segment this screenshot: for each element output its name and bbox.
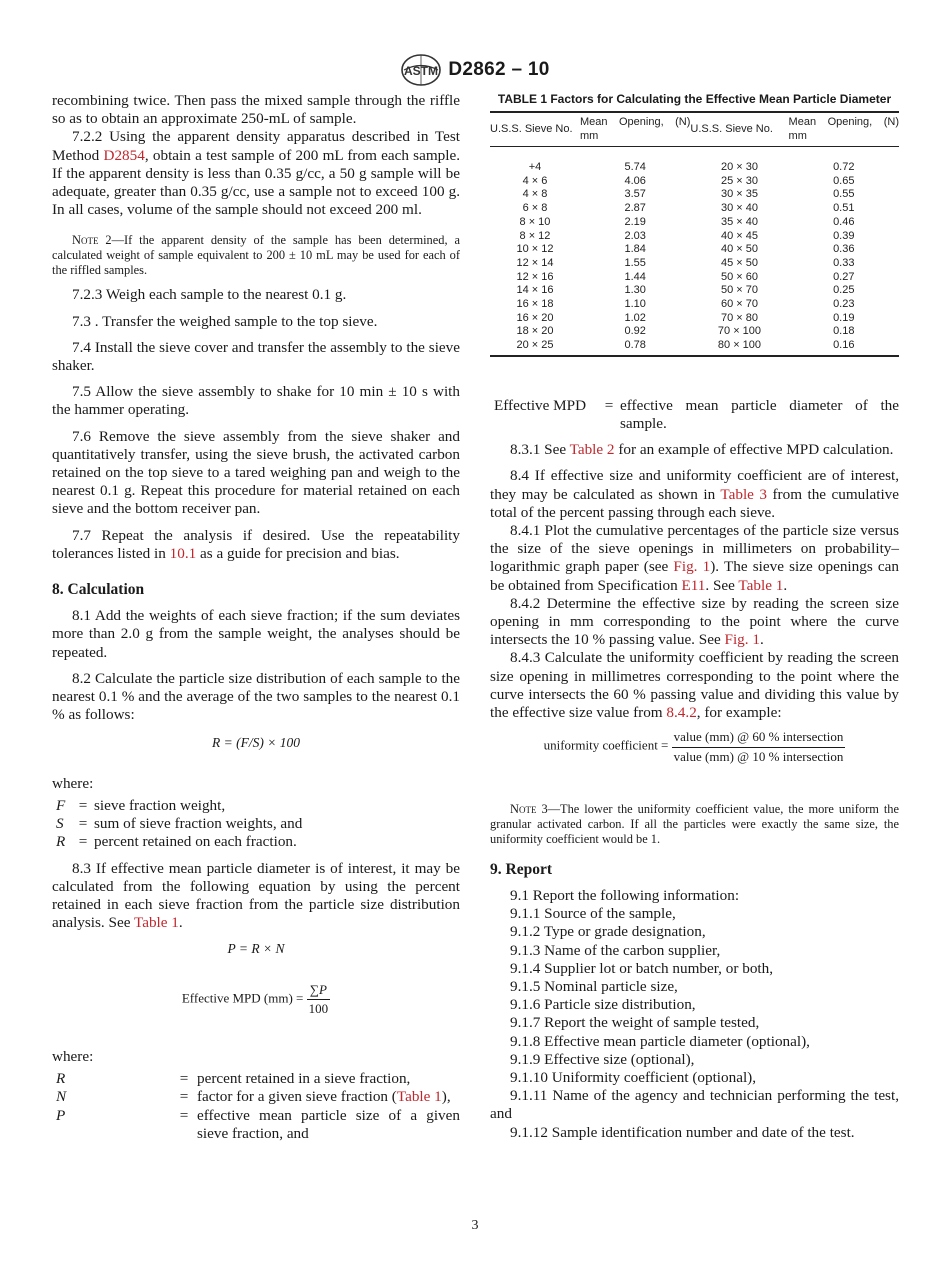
equals: = xyxy=(179,1106,189,1124)
column-header: Mean Opening, (N) mm xyxy=(789,112,899,147)
report-item: 9.1.1 Source of the sample, xyxy=(510,905,676,923)
table-cell: 0.16 xyxy=(789,339,899,356)
text: factor for a given sieve fraction ( xyxy=(197,1088,397,1106)
link-10-1[interactable]: 10.1 xyxy=(169,544,197,562)
table-cell: +4 xyxy=(528,161,542,173)
equation-uniformity xyxy=(490,728,899,765)
link-table-1[interactable]: Table 1 xyxy=(738,576,784,594)
table-spacer xyxy=(490,147,899,162)
symbol: R xyxy=(56,833,66,851)
text: ), xyxy=(441,1088,451,1106)
table-cell: 0.92 xyxy=(624,325,646,338)
link-fig-1[interactable]: Fig. 1 xyxy=(673,558,711,576)
column-header: Mean Opening, (N) mm xyxy=(580,112,690,147)
equals: = xyxy=(179,1070,189,1088)
table-cell: 10 × 12 xyxy=(516,243,554,256)
table-cell: 1.02 xyxy=(624,311,646,324)
fraction xyxy=(672,728,846,765)
table-row xyxy=(490,284,899,298)
note-label: Note 2 xyxy=(72,233,112,248)
report-item: 9.1.8 Effective mean particle diameter (optional), xyxy=(510,1032,810,1050)
document-designation: D2862 – 10 xyxy=(448,59,550,80)
table-cell: 1.84 xyxy=(624,243,646,256)
table-cell: 0.18 xyxy=(833,325,855,338)
table-row xyxy=(490,216,899,230)
text: 8.4.3 Calculate the uniformity coefficient by reading the screen size opening in millimetres corresponding to the point where the curve intersects the 60 % passing value and dividing this value by the effective size value from xyxy=(490,649,899,722)
page-number: 3 xyxy=(471,1218,479,1233)
table-row xyxy=(490,175,899,189)
table-cell: 0.78 xyxy=(580,339,690,356)
paragraph-7-3: 7.3 . Transfer the weighed sample to the top sieve. xyxy=(72,312,378,330)
report-item: 9.1.6 Particle size distribution, xyxy=(510,996,696,1014)
table-cell: 0.72 xyxy=(833,161,855,173)
symbol: S xyxy=(56,815,64,833)
equation-text: P = R × N xyxy=(227,941,285,957)
link-fig-1[interactable]: Fig. 1 xyxy=(724,631,760,649)
definition: sieve fraction weight, xyxy=(94,796,226,814)
definition: sum of sieve fraction weights, and xyxy=(94,815,303,833)
note-2 xyxy=(52,233,460,278)
report-item: 9.1.4 Supplier lot or batch number, or both, xyxy=(510,959,774,977)
definition xyxy=(197,1088,460,1106)
text: 8.4 If effective size and uniformity coefficient are of interest, they may be calculated as shown in xyxy=(490,467,899,503)
paragraph-7-7 xyxy=(52,527,460,563)
paragraph-8-4-3 xyxy=(490,649,899,722)
table-cell: 0.36 xyxy=(833,243,855,256)
text: 7.2.2 Using the apparent density apparatus described in Test Method xyxy=(52,128,460,164)
table-cell: 16 × 20 xyxy=(516,311,554,324)
text: 8.4.2 Determine the effective size by reading the screen size opening in mm corresponding to the point where the curve intersects the 10 % passing value. See xyxy=(490,594,899,649)
table-cell: 70 × 100 xyxy=(717,325,762,338)
table-cell: 8 × 10 xyxy=(519,215,551,228)
table-cell: 40 × 45 xyxy=(720,229,758,242)
text: for an example of effective MPD calculation. xyxy=(614,441,894,459)
paragraph-7-2-3: 7.2.3 Weigh each sample to the nearest 0.1 g. xyxy=(72,286,347,304)
table-cell: 4.06 xyxy=(624,174,646,187)
text: , obtain a test sample of 200 mL from each sample. If the apparent density is less than 0.35 g/cc, a 50 g sample will be adequate, greater than 0.35 g/cc, use a sample not to exceed 100 g. In all cases, volume of the sample should not exceed 200 ml. xyxy=(52,146,460,219)
link-d2854[interactable]: D2854 xyxy=(103,146,145,164)
table-cell: 0.46 xyxy=(833,215,855,228)
where-row xyxy=(52,1088,460,1106)
symbol: P xyxy=(56,1106,66,1124)
table-cell: 1.55 xyxy=(624,256,646,269)
paragraph-8-3-1 xyxy=(490,441,899,459)
link-e11[interactable]: E11 xyxy=(681,576,706,594)
table-cell: 35 × 40 xyxy=(720,215,758,228)
report-item: 9.1.7 Report the weight of sample tested, xyxy=(510,1014,760,1032)
table-cell: 8 × 12 xyxy=(519,229,551,242)
definition: effective mean particle size of a given sieve fraction, and xyxy=(197,1106,460,1142)
table-body xyxy=(490,147,899,356)
table-cell: 6 × 8 xyxy=(522,202,548,215)
table-cell: 0.55 xyxy=(833,188,855,201)
text: 7.7 Repeat the analysis if desired. Use the repeatability tolerances listed in xyxy=(52,526,460,562)
svg-text:ASTM: ASTM xyxy=(404,64,439,78)
note-text: —If the apparent density of the sample has been determined, a calculated weight of sample equivalent to 200 ± 10 mL may be used for each of the riffled samples. xyxy=(52,233,460,278)
table-cell: 1.44 xyxy=(624,270,646,283)
column-header: U.S.S. Sieve No. xyxy=(690,112,788,147)
report-item: 9.1.12 Sample identification number and date of the test. xyxy=(510,1123,855,1141)
table-cell: 40 × 50 xyxy=(720,243,758,256)
left-column xyxy=(52,92,460,1143)
table-cell: 4 × 8 xyxy=(522,188,548,201)
paragraph-8-4 xyxy=(490,467,899,522)
report-item: 9.1.5 Nominal particle size, xyxy=(510,977,678,995)
table-cell: 16 × 18 xyxy=(516,298,554,311)
text: . xyxy=(783,576,788,594)
equals: = xyxy=(78,833,88,851)
symbol: N xyxy=(56,1088,67,1106)
note-3 xyxy=(490,802,899,847)
table-row xyxy=(490,188,899,202)
report-item: 9.1.3 Name of the carbon supplier, xyxy=(510,941,721,959)
table-cell: 0.19 xyxy=(833,311,855,324)
table-cell: 5.74 xyxy=(624,161,646,173)
right-column xyxy=(490,92,899,1142)
table-cell: 2.03 xyxy=(624,229,646,242)
table-cell: 0.23 xyxy=(833,298,855,311)
table-row xyxy=(490,312,899,326)
where-list-2 xyxy=(52,1070,460,1143)
table-cell: 12 × 16 xyxy=(516,270,554,283)
report-list xyxy=(490,887,899,1142)
link-table-3[interactable]: Table 3 xyxy=(720,485,767,503)
table-row xyxy=(490,298,899,312)
report-item: 9.1.11 Name of the agency and technician performing the test, and xyxy=(490,1087,899,1123)
link-table-1[interactable]: Table 1 xyxy=(396,1088,442,1106)
table-row xyxy=(490,271,899,285)
table-cell: 50 × 70 xyxy=(720,284,758,297)
paragraph-7-2-2 xyxy=(52,128,460,219)
table-cell: 2.19 xyxy=(624,215,646,228)
text: , for example: xyxy=(696,704,782,722)
paragraph-7-4: 7.4 Install the sieve cover and transfer the assembly to the sieve shaker. xyxy=(52,338,460,375)
text: . xyxy=(178,914,183,932)
table-cell: 0.65 xyxy=(833,174,855,187)
paragraph-7-6: 7.6 Remove the sieve assembly from the sieve shaker and quantitatively transfer, using the sieve brush, the activated carbon retained on the top sieve to a tared weighing pan and weigh to the nearest 0.1 g. Repeat this procedure for material retained on each sieve and the bottom receiver pan. xyxy=(52,427,460,518)
table-cell: 0.39 xyxy=(833,229,855,242)
equals: = xyxy=(78,796,88,814)
equation-r xyxy=(52,734,460,752)
paragraph-8-2: 8.2 Calculate the particle size distribution of each sample to the nearest 0.1 % and the average of the two samples to the nearest 0.1 % as follows: xyxy=(52,669,460,724)
text: 8.4.1 Plot the cumulative percentages of the particle size versus the size of the sieve openings in millimeters on probability–logarithmic graph paper (see xyxy=(490,522,899,576)
note-text: —The lower the uniformity coefficient value, the more uniform the granular activated carbon. If all the particles were exactly the same size, the uniformity coefficient would be 1. xyxy=(490,801,899,846)
section-8-heading: 8. Calculation xyxy=(52,581,145,599)
table-row xyxy=(490,202,899,216)
equals: = xyxy=(179,1088,189,1106)
text: ). The sieve size openings can be obtained from Specification xyxy=(490,558,899,594)
table-title: TABLE 1 Factors for Calculating the Effective Mean Particle Diameter xyxy=(497,92,892,106)
paragraph-7-2-1-continued: recombining twice. Then pass the mixed sample through the riffle so as to obtain an approximate 250-mL of sample. xyxy=(52,92,460,128)
table-cell: 0.25 xyxy=(833,284,855,297)
definition: effective mean particle diameter of the sample. xyxy=(620,396,899,433)
table-cell: 0.33 xyxy=(833,256,855,269)
where-row xyxy=(52,797,460,815)
equals: = xyxy=(604,396,614,414)
table-1 xyxy=(490,92,899,357)
paragraph-7-5: 7.5 Allow the sieve assembly to shake for 10 min ± 10 s with the hammer operating. xyxy=(52,383,460,419)
table-row xyxy=(490,257,899,271)
where-label: where: xyxy=(52,774,94,792)
where-row xyxy=(52,815,460,833)
note-label: Note 3 xyxy=(510,801,548,816)
definition: percent retained in a sieve fraction, xyxy=(197,1070,411,1088)
table-cell: 14 × 16 xyxy=(516,284,554,297)
column-header: U.S.S. Sieve No. xyxy=(490,112,580,147)
table-cell: 2.87 xyxy=(624,202,646,215)
paragraph-8-4-2 xyxy=(490,595,899,650)
paragraph-8-1: 8.1 Add the weights of each sieve fraction; if the sum deviates more than 2.0 g from the sample weight, the analyses should be repeated. xyxy=(52,607,460,661)
factors-table xyxy=(490,111,899,357)
where-label: where: xyxy=(52,1047,94,1065)
where-row xyxy=(52,1070,460,1088)
table-row xyxy=(490,243,899,257)
text: 8.3.1 See xyxy=(510,441,570,459)
table-cell: 18 × 20 xyxy=(516,325,554,338)
symbol: F xyxy=(56,796,66,814)
equation-mpd xyxy=(52,981,460,1018)
link-8-4-2[interactable]: 8.4.2 xyxy=(666,704,697,722)
table-cell: 1.30 xyxy=(624,284,646,297)
table-cell: 45 × 50 xyxy=(720,256,758,269)
equation-lhs: uniformity coefficient = xyxy=(543,737,672,753)
paragraph-8-4-1 xyxy=(490,522,899,595)
symbol: Effective MPD xyxy=(494,396,587,414)
table-cell: 12 × 14 xyxy=(516,256,554,269)
where-row xyxy=(52,833,460,851)
link-table-2[interactable]: Table 2 xyxy=(569,441,615,459)
report-item: 9.1.10 Uniformity coefficient (optional), xyxy=(510,1068,757,1086)
table-cell: 30 × 40 xyxy=(720,202,758,215)
table-cell: 0.27 xyxy=(833,270,855,283)
denominator: 100 xyxy=(308,1000,329,1016)
table-row xyxy=(490,325,899,339)
where-row xyxy=(52,1107,460,1143)
numerator: value (mm) @ 60 % intersection xyxy=(672,728,846,747)
symbol: R xyxy=(56,1070,66,1088)
text: from the cumulative total of the percent passing through each sieve. xyxy=(490,485,899,521)
definition: percent retained on each fraction. xyxy=(94,833,297,851)
mpd-definition xyxy=(490,397,899,433)
table-row xyxy=(490,230,899,244)
table-row xyxy=(490,339,899,356)
astm-logo-icon xyxy=(400,53,442,87)
table-header-row xyxy=(490,112,899,147)
equals: = xyxy=(78,815,88,833)
table-cell: 20 × 30 xyxy=(720,161,758,173)
table-cell: 70 × 80 xyxy=(720,311,758,324)
table-cell: 25 × 30 xyxy=(720,174,758,187)
table-cell: 50 × 60 xyxy=(720,270,758,283)
report-item: 9.1.9 Effective size (optional), xyxy=(510,1050,695,1068)
numerator: ∑P xyxy=(307,981,331,1000)
table-cell: 80 × 100 xyxy=(690,339,788,356)
paragraph-8-3 xyxy=(52,860,460,933)
where-list-1 xyxy=(52,797,460,852)
equation-lhs: Effective MPD (mm) = xyxy=(181,990,307,1006)
page-header xyxy=(0,52,950,88)
text: 8.3 If effective mean particle diameter is of interest, it may be calculated from the following equation by using the percent retained in each sieve fraction from the particle size distribution analysis. See xyxy=(52,859,460,932)
report-item: 9.1 Report the following information: xyxy=(510,886,740,904)
equation-p xyxy=(52,940,460,958)
table-cell: 0.51 xyxy=(833,202,855,215)
link-table-1[interactable]: Table 1 xyxy=(133,914,179,932)
table-cell: 20 × 25 xyxy=(490,339,580,356)
table-row xyxy=(490,161,899,175)
text: . See xyxy=(705,576,739,594)
equation-text: R = (F/S) × 100 xyxy=(212,735,300,751)
denominator: value (mm) @ 10 % intersection xyxy=(673,748,844,764)
text: . xyxy=(759,631,764,649)
table-cell: 4 × 6 xyxy=(522,174,548,187)
table-cell: 60 × 70 xyxy=(720,298,758,311)
table-cell: 30 × 35 xyxy=(720,188,758,201)
section-9-heading: 9. Report xyxy=(490,860,552,878)
table-cell: 3.57 xyxy=(624,188,646,201)
text: as a guide for precision and bias. xyxy=(196,544,400,562)
fraction xyxy=(307,981,331,1018)
report-item: 9.1.2 Type or grade designation, xyxy=(510,923,706,941)
table-cell: 1.10 xyxy=(624,298,646,311)
